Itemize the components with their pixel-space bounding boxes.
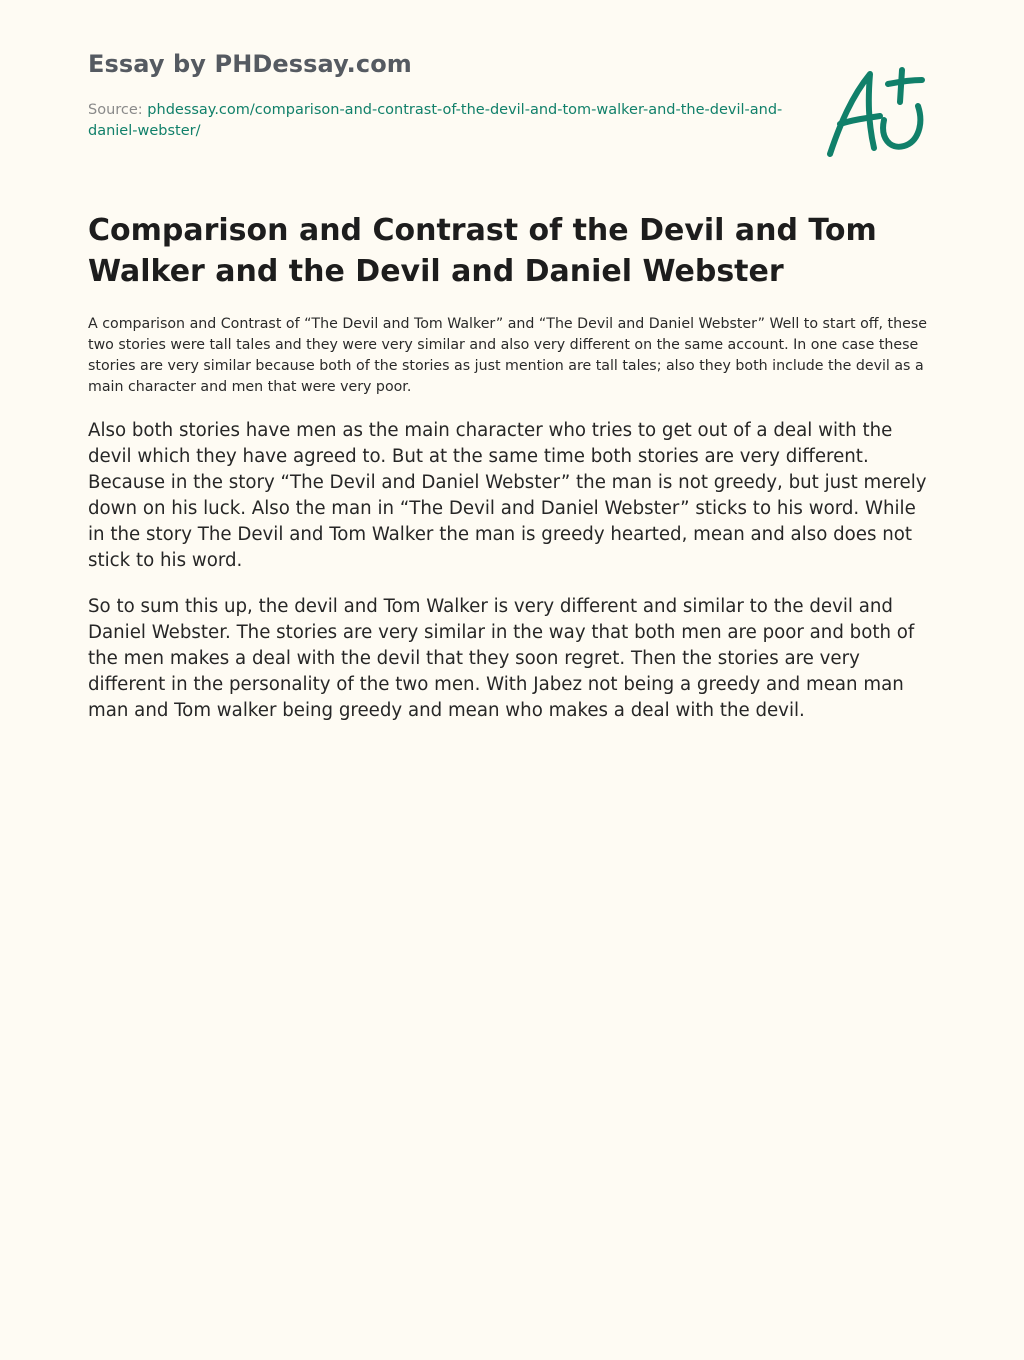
essay-paragraph-1: Also both stories have men as the main character who tries to get out of a deal with the devil which they have agreed to. But at the same time both stories are very different. Because in the story “The Devil and Daniel Webster” the man is not greedy, but just merely down on his luck. Also the man in “The Devil and Daniel Webster” sticks to his word. While in the story The Devil and Tom Walker the man is greedy hearted, mean and also does not stick to his word. (88, 420, 927, 571)
a-plus-grade-icon (818, 62, 938, 166)
source-link[interactable]: phdessay.com/comparison-and-contrast-of-the-devil-and-tom-walker-and-the-devil-and-daniel-webster/ (88, 102, 783, 139)
site-brand: Essay by PHDessay.com (88, 50, 412, 78)
source-line (88, 100, 788, 142)
essay-title: Comparison and Contrast of the Devil and Tom Walker and the Devil and Daniel Webster (88, 213, 877, 289)
essay-intro: A comparison and Contrast of “The Devil and Tom Walker” and “The Devil and Daniel Webster” Well to start off, these two stories were tall tales and they were very similar and also very different on the same account. In one case these stories are very similar because both of the stories as just mention are tall tales; also they both include the devil as a main character and men that were very poor. (88, 316, 927, 395)
essay-paragraph-2: So to sum this up, the devil and Tom Walker is very different and similar to the devil and Daniel Webster. The stories are very similar in the way that both men are poor and both of the men makes a deal with the devil that they soon regret. Then the stories are very different in the personality of the two men. With Jabez not being a greedy and mean man man and Tom walker being greedy and mean who makes a deal with the devil. (88, 596, 915, 721)
source-label: Source: (88, 102, 148, 118)
